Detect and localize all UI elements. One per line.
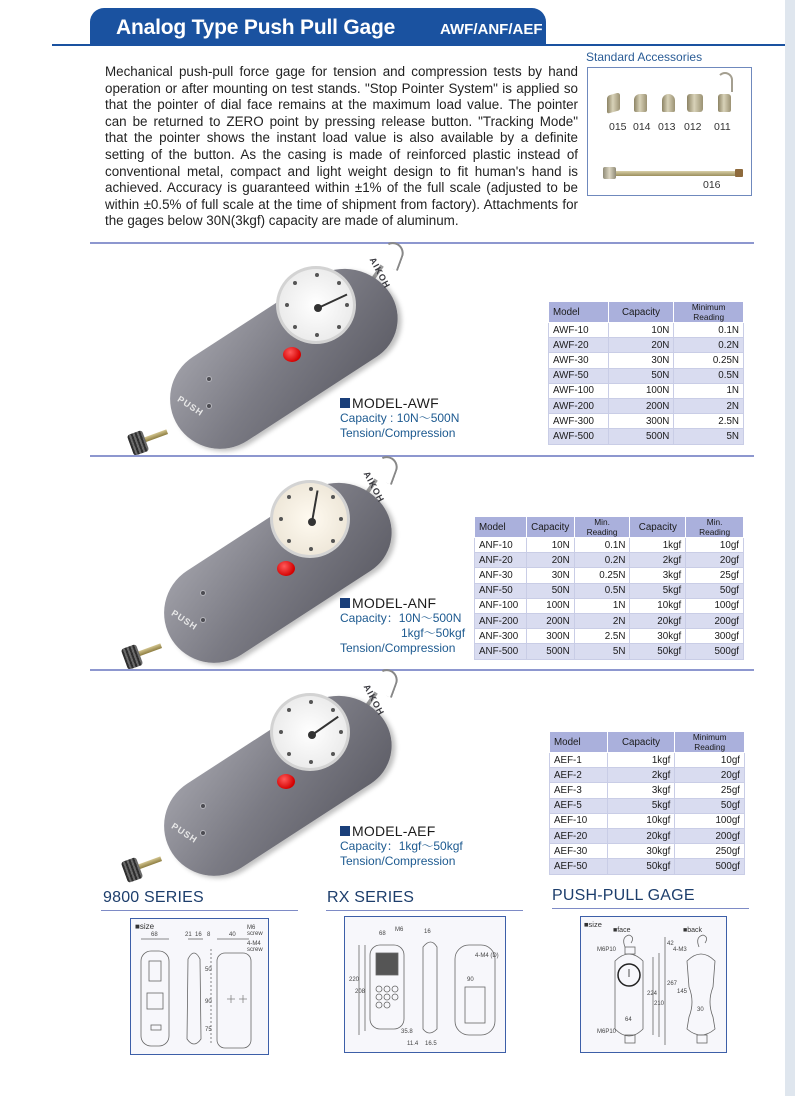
dimension-label: 68 xyxy=(379,931,386,937)
series-rule xyxy=(552,908,749,909)
value-cell: 2.5N xyxy=(674,414,744,429)
model-cell: AWF-200 xyxy=(549,398,609,413)
value-cell: 10N xyxy=(526,538,574,553)
value-cell: 250gf xyxy=(675,844,745,859)
model-cell: AEF-1 xyxy=(550,753,608,768)
accessories-box xyxy=(587,67,752,196)
accessories-title: Standard Accessories xyxy=(586,50,703,64)
series-rule xyxy=(326,910,523,911)
table-row xyxy=(549,323,744,338)
model-caption-awf xyxy=(340,396,459,441)
value-cell: 20kgf xyxy=(607,828,675,843)
table-row xyxy=(550,783,745,798)
series-title-pushpull: PUSH-PULL GAGE xyxy=(552,887,695,904)
model-cell: AEF-5 xyxy=(550,798,608,813)
section-divider xyxy=(90,242,754,244)
push-label: PUSH xyxy=(169,607,200,633)
dimension-label: 8 xyxy=(207,932,211,938)
table-row xyxy=(549,383,744,398)
column-header: Capacity xyxy=(608,302,674,323)
column-header: Capacity xyxy=(630,517,686,538)
value-cell: 200gf xyxy=(686,613,744,628)
table-row xyxy=(549,429,744,444)
rod-knob-icon xyxy=(603,167,616,179)
value-cell: 200gf xyxy=(675,828,745,843)
value-cell: 500N xyxy=(608,429,674,444)
dimension-label: 145 xyxy=(677,989,688,995)
value-cell: 0.1N xyxy=(574,538,630,553)
model-cell: AEF-2 xyxy=(550,768,608,783)
model-cell: AWF-100 xyxy=(549,383,609,398)
dimension-label: 64 xyxy=(625,1017,632,1023)
value-cell: 500N xyxy=(526,644,574,659)
table-row xyxy=(549,338,744,353)
accessory-011-icon xyxy=(714,86,734,116)
value-cell: 1kgf xyxy=(630,538,686,553)
column-header: Capacity xyxy=(607,732,675,753)
value-cell: 100N xyxy=(526,598,574,613)
model-cell: ANF-300 xyxy=(475,629,527,644)
value-cell: 10N xyxy=(608,323,674,338)
table-row xyxy=(475,613,744,628)
table-row xyxy=(475,629,744,644)
dimension-label: 50 xyxy=(205,967,212,973)
section-divider xyxy=(90,455,754,457)
series-title-rx: RX SERIES xyxy=(327,889,415,906)
measure-type: Tension/Compression xyxy=(340,426,456,440)
table-row xyxy=(475,598,744,613)
value-cell: 50kgf xyxy=(630,644,686,659)
model-cell: AEF-20 xyxy=(550,828,608,843)
table-row xyxy=(475,538,744,553)
dimension-label: 42 xyxy=(667,941,674,947)
model-cell: AWF-500 xyxy=(549,429,609,444)
dial-needle xyxy=(318,294,348,309)
push-label: PUSH xyxy=(175,393,206,419)
measure-type: Tension/Compression xyxy=(340,641,456,655)
value-cell: 2N xyxy=(574,613,630,628)
table-row xyxy=(550,768,745,783)
model-cell: AWF-30 xyxy=(549,353,609,368)
value-cell: 200N xyxy=(526,613,574,628)
model-cell: ANF-50 xyxy=(475,583,527,598)
dimension-label: 4-M4 screw xyxy=(247,941,263,953)
capacity-range-kgf: 1kgf～50kgf xyxy=(401,626,466,640)
value-cell: 2.5N xyxy=(574,629,630,644)
value-cell: 20N xyxy=(526,553,574,568)
push-label: PUSH xyxy=(169,820,200,846)
bullet-square-icon xyxy=(340,598,350,608)
spec-table-aef xyxy=(549,731,745,875)
accessory-label: 014 xyxy=(633,121,651,133)
table-row xyxy=(475,644,744,659)
value-cell: 50gf xyxy=(675,798,745,813)
dimension-label: 16 xyxy=(195,932,202,938)
spec-table-awf xyxy=(548,301,744,445)
model-cell: ANF-100 xyxy=(475,598,527,613)
table-row xyxy=(550,828,745,843)
push-knob-icon xyxy=(121,857,144,883)
value-cell: 3kgf xyxy=(607,783,675,798)
table-row xyxy=(550,753,745,768)
table-row xyxy=(549,398,744,413)
dimension-label: 35.8 xyxy=(401,1029,413,1035)
value-cell: 10gf xyxy=(675,753,745,768)
bullet-square-icon xyxy=(340,826,350,836)
value-cell: 3kgf xyxy=(630,568,686,583)
accessory-012-icon xyxy=(685,86,705,116)
value-cell: 10gf xyxy=(686,538,744,553)
push-knob-icon xyxy=(127,430,150,456)
model-cell: ANF-10 xyxy=(475,538,527,553)
value-cell: 0.25N xyxy=(574,568,630,583)
dimension-label: 16.5 xyxy=(425,1041,437,1047)
accessory-015-icon xyxy=(603,86,623,116)
dimension-label: 40 xyxy=(229,932,236,938)
value-cell: 10kgf xyxy=(630,598,686,613)
value-cell: 5kgf xyxy=(630,583,686,598)
dimension-label: 208 xyxy=(355,989,366,995)
outline-drawing-9800 xyxy=(131,919,267,1053)
value-cell: 2kgf xyxy=(630,553,686,568)
column-header: Model xyxy=(550,732,608,753)
dimension-label: 30 xyxy=(697,1007,704,1013)
release-button-icon xyxy=(277,561,295,576)
value-cell: 100N xyxy=(608,383,674,398)
dimension-label: 90 xyxy=(205,999,212,1005)
value-cell: 0.25N xyxy=(674,353,744,368)
value-cell: 50N xyxy=(608,368,674,383)
value-cell: 50N xyxy=(526,583,574,598)
model-cell: AWF-20 xyxy=(549,338,609,353)
value-cell: 1kgf xyxy=(607,753,675,768)
value-cell: 300N xyxy=(608,414,674,429)
push-knob-icon xyxy=(121,644,144,670)
page-title: Analog Type Push Pull Gage xyxy=(116,16,396,39)
table-row xyxy=(475,583,744,598)
model-caption-aef xyxy=(340,824,463,869)
page-edge xyxy=(785,0,795,1096)
model-cell: AEF-30 xyxy=(550,844,608,859)
value-cell: 0.1N xyxy=(674,323,744,338)
dimension-label: 68 xyxy=(151,932,158,938)
model-name: MODEL-AEF xyxy=(352,823,436,839)
drawing-9800 xyxy=(130,918,269,1055)
capacity-range: Capacity : 10N～500N xyxy=(340,411,460,425)
outline-drawing-rx xyxy=(345,917,505,1051)
model-caption-anf xyxy=(340,596,465,656)
value-cell: 30kgf xyxy=(630,629,686,644)
size-label: ■size xyxy=(135,922,155,931)
brand-label: AIKOH xyxy=(361,682,387,718)
dimension-label: 4-M3 xyxy=(673,947,687,953)
table-row xyxy=(550,844,745,859)
value-cell: 50kgf xyxy=(607,859,675,874)
table-row xyxy=(549,353,744,368)
column-header: Model xyxy=(475,517,527,538)
title-banner xyxy=(90,8,546,45)
value-cell: 10kgf xyxy=(607,813,675,828)
face-label: ■face xyxy=(613,927,631,934)
dimension-label: M6P10 xyxy=(597,1029,617,1035)
dial-face xyxy=(270,693,350,771)
value-cell: 20gf xyxy=(686,553,744,568)
dimension-label: 90 xyxy=(467,977,474,983)
dimension-label: 220 xyxy=(349,977,360,983)
release-button-icon xyxy=(283,347,301,362)
column-header: Min. Reading xyxy=(686,517,744,538)
accessory-label: 015 xyxy=(609,121,627,133)
dimension-label: 267 xyxy=(667,981,678,987)
value-cell: 5N xyxy=(574,644,630,659)
size-label: ■size xyxy=(584,920,602,929)
value-cell: 0.2N xyxy=(574,553,630,568)
drawing-pushpull xyxy=(580,916,727,1053)
capacity-range: Capacity：10N～500N xyxy=(340,611,462,625)
accessory-013-icon xyxy=(658,86,678,116)
value-cell: 30kgf xyxy=(607,844,675,859)
value-cell: 5kgf xyxy=(607,798,675,813)
extension-rod-icon xyxy=(608,171,743,176)
table-row xyxy=(550,859,745,874)
table-row xyxy=(475,553,744,568)
column-header: Min. Reading xyxy=(574,517,630,538)
model-cell: AWF-50 xyxy=(549,368,609,383)
model-cell: AEF-10 xyxy=(550,813,608,828)
table-row xyxy=(550,798,745,813)
model-cell: AWF-10 xyxy=(549,323,609,338)
table-row xyxy=(549,414,744,429)
accessory-label: 013 xyxy=(658,121,676,133)
drawing-rx xyxy=(344,916,506,1053)
value-cell: 300gf xyxy=(686,629,744,644)
column-header: Model xyxy=(549,302,609,323)
value-cell: 500gf xyxy=(686,644,744,659)
dimension-label: M6 screw xyxy=(247,925,263,937)
section-divider xyxy=(90,669,754,671)
value-cell: 20kgf xyxy=(630,613,686,628)
dimension-label: 16 xyxy=(424,929,431,935)
page-subtitle: AWF/ANF/AEF xyxy=(440,21,543,38)
dial-face xyxy=(270,480,350,558)
table-row xyxy=(549,368,744,383)
intro-paragraph: Mechanical push-pull force gage for tension and compression tests by hand operation or after mounting on test stands. "Stop Pointer System" is applied so that the pointer of dial face remains at the maximum load value. The pointer can be returned to ZERO point by pressing release button. "Tracking Mode" that the pointer shows the instant load value is also available by a definite setting of the button. As the casing is made of reinforced plastic instead of conventional metal, compact and light weight design to fit human's hand is achieved. Accuracy is guaranteed within ±1% of the full scale (adjusted to be within ±0.5% of full scale at the time of shipment from factory). Attachments for the gages below 30N(3kgf) capacity are made of aluminum. xyxy=(105,64,578,229)
bullet-square-icon xyxy=(340,398,350,408)
value-cell: 1N xyxy=(674,383,744,398)
value-cell: 20N xyxy=(608,338,674,353)
value-cell: 30N xyxy=(608,353,674,368)
model-cell: AEF-3 xyxy=(550,783,608,798)
table-row xyxy=(550,813,745,828)
value-cell: 0.5N xyxy=(674,368,744,383)
value-cell: 500gf xyxy=(675,859,745,874)
accessory-014-icon xyxy=(630,86,650,116)
dimension-label: M6P10 xyxy=(597,947,617,953)
value-cell: 30N xyxy=(526,568,574,583)
dimension-label: M6 xyxy=(395,927,404,933)
back-label: ■back xyxy=(683,927,703,934)
dimension-label: 11.4 xyxy=(407,1041,419,1047)
value-cell: 100gf xyxy=(686,598,744,613)
title-rule xyxy=(52,44,785,46)
spec-table-anf xyxy=(474,516,744,660)
column-header: Minimum Reading xyxy=(675,732,745,753)
model-cell: ANF-200 xyxy=(475,613,527,628)
column-header: Capacity xyxy=(526,517,574,538)
model-name: MODEL-AWF xyxy=(352,395,439,411)
model-cell: ANF-500 xyxy=(475,644,527,659)
dial-face xyxy=(276,266,356,344)
brand-label: AIKOH xyxy=(367,255,393,291)
value-cell: 25gf xyxy=(686,568,744,583)
value-cell: 0.2N xyxy=(674,338,744,353)
value-cell: 300N xyxy=(526,629,574,644)
dimension-label: 224 xyxy=(647,991,658,997)
model-cell: ANF-30 xyxy=(475,568,527,583)
accessory-label: 016 xyxy=(703,179,721,191)
value-cell: 5N xyxy=(674,429,744,444)
value-cell: 100gf xyxy=(675,813,745,828)
measure-type: Tension/Compression xyxy=(340,854,456,868)
accessory-label: 012 xyxy=(684,121,702,133)
series-title-9800: 9800 SERIES xyxy=(103,889,204,906)
column-header: Minimum Reading xyxy=(674,302,744,323)
model-cell: ANF-20 xyxy=(475,553,527,568)
value-cell: 50gf xyxy=(686,583,744,598)
dimension-label: 21 xyxy=(185,932,192,938)
value-cell: 200N xyxy=(608,398,674,413)
value-cell: 25gf xyxy=(675,783,745,798)
dimension-label: 210 xyxy=(654,1001,665,1007)
model-cell: AEF-50 xyxy=(550,859,608,874)
accessory-label: 011 xyxy=(714,121,731,133)
value-cell: 1N xyxy=(574,598,630,613)
rod-tip-icon xyxy=(735,169,743,177)
value-cell: 20gf xyxy=(675,768,745,783)
release-button-icon xyxy=(277,774,295,789)
series-rule xyxy=(101,910,298,911)
dimension-label: 75 xyxy=(205,1027,212,1033)
value-cell: 0.5N xyxy=(574,583,630,598)
model-name: MODEL-ANF xyxy=(352,595,437,611)
dimension-label: 4-M4 (D) xyxy=(475,953,499,959)
capacity-range: Capacity：1kgf～50kgf xyxy=(340,839,463,853)
model-cell: AWF-300 xyxy=(549,414,609,429)
value-cell: 2kgf xyxy=(607,768,675,783)
table-row xyxy=(475,568,744,583)
value-cell: 2N xyxy=(674,398,744,413)
brand-label: AIKOH xyxy=(361,469,387,505)
